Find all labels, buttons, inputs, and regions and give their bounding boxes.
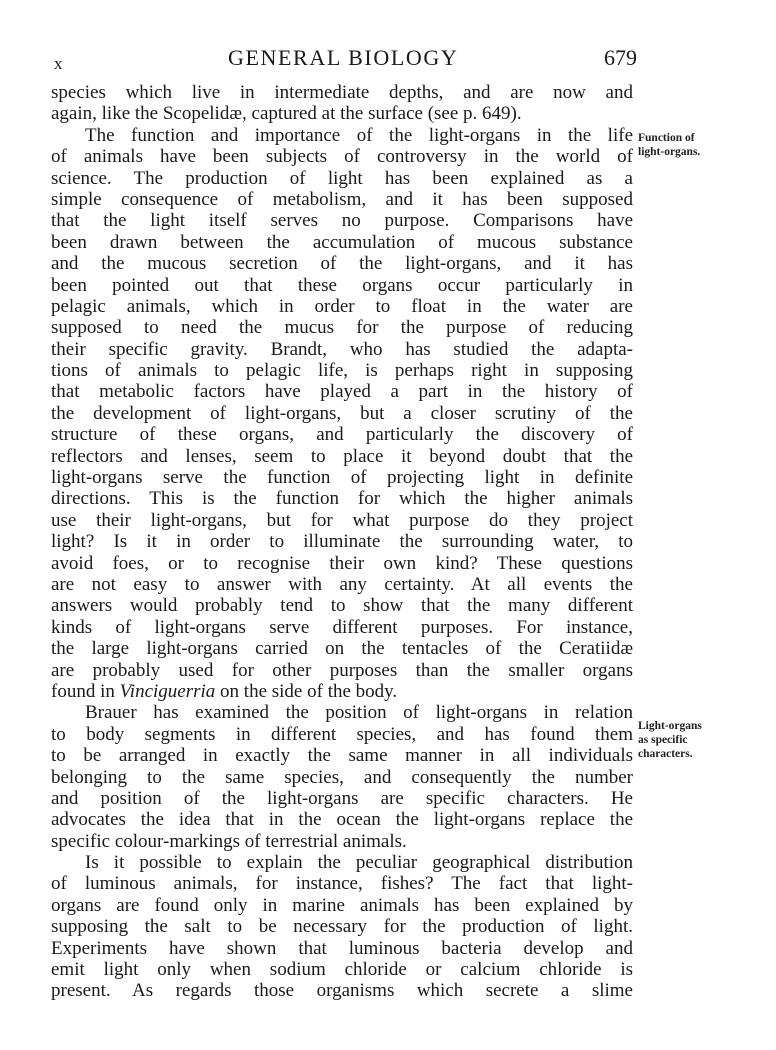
text-line: to body segments in different species, and has found them <box>51 723 633 745</box>
text-line: the large light-organs carried on the tentacles of the Ceratiidæ <box>51 638 633 660</box>
margin-note-function <box>638 131 758 159</box>
text-line: avoid foes, or to recognise their own kind? These questions <box>51 552 633 574</box>
text-line: use their light-organs, but for what purpose do they project <box>51 509 633 531</box>
text-line: answers would probably tend to show that the many different <box>51 595 633 617</box>
text-line: been pointed out that these organs occur particularly in <box>51 274 633 296</box>
text-line: The function and importance of the light-organs in the life <box>85 124 633 146</box>
text-fragment: found in <box>51 680 120 702</box>
text-line: Experiments have shown that luminous bacteria develop and <box>51 937 633 959</box>
text-line: advocates the idea that in the ocean the light-organs replace the <box>51 809 633 831</box>
text-line: are probably used for other purposes than the smaller organs <box>51 659 633 681</box>
text-line: are not easy to answer with any certainty. At all events the <box>51 573 633 595</box>
text-line: organs are found only in marine animals has been explained by <box>51 894 633 916</box>
text-line: reflectors and lenses, seem to place it beyond doubt that the <box>51 445 633 467</box>
text-line: the development of light-organs, but a closer scrutiny of the <box>51 402 633 424</box>
text-line: species which live in intermediate depths, and are now and <box>51 82 633 103</box>
text-line: of luminous animals, for instance, fishes? The fact that light- <box>51 873 633 895</box>
margin-note-line: Light-organs <box>638 720 702 732</box>
text-line: pelagic animals, which in order to float in the water are <box>51 295 633 317</box>
text-line: their specific gravity. Brandt, who has studied the adapta- <box>51 338 633 360</box>
genus-name: Vinciguerria <box>119 680 216 702</box>
margin-note-specific <box>638 719 758 761</box>
running-title: GENERAL BIOLOGY <box>228 45 459 70</box>
margin-note-line: Function of <box>638 132 695 144</box>
text-line <box>51 681 633 702</box>
text-line: again, like the Scopelidæ, captured at the surface (see p. 649). <box>51 103 522 125</box>
text-line: light-organs serve the function of projecting light in definite <box>51 467 633 489</box>
text-line: structure of these organs, and particularly the discovery of <box>51 424 633 446</box>
text-line: that the light itself serves no purpose. Comparisons have <box>51 210 633 232</box>
text-line: light? Is it in order to illuminate the surrounding water, to <box>51 531 633 553</box>
text-line: and position of the light-organs are specific characters. He <box>51 787 633 809</box>
text-line: Brauer has examined the position of light-organs in relation <box>85 702 633 724</box>
signature-mark: x <box>54 54 63 73</box>
body-text <box>51 82 633 1002</box>
text-line: tions of animals to pelagic life, is perhaps right in supposing <box>51 360 633 382</box>
text-line: science. The production of light has been explained as a <box>51 167 633 189</box>
text-line: been drawn between the accumulation of mucous substance <box>51 231 633 253</box>
text-line: Is it possible to explain the peculiar geographical distribution <box>85 852 633 874</box>
text-line: specific colour-markings of terrestrial animals. <box>51 830 407 852</box>
text-line: that metabolic factors have played a part in the history of <box>51 381 633 403</box>
text-line: directions. This is the function for which the higher animals <box>51 488 633 510</box>
text-line: present. As regards those organisms which secrete a slime <box>51 980 633 1002</box>
text-line: supposing the salt to be necessary for the production of light. <box>51 916 633 938</box>
text-line: kinds of light-organs serve different purposes. For instance, <box>51 616 633 638</box>
text-line: simple consequence of metabolism, and it has been supposed <box>51 188 633 210</box>
text-line: belonging to the same species, and consequently the number <box>51 766 633 788</box>
text-line: and the mucous secretion of the light-organs, and it has <box>51 253 633 275</box>
margin-note-line: light-organs. <box>638 146 701 158</box>
margin-note-line: as specific <box>638 734 688 746</box>
margin-note-line: characters. <box>638 748 693 760</box>
text-line: emit light only when sodium chloride or calcium chloride is <box>51 959 633 981</box>
text-fragment: on the side of the body. <box>215 680 398 702</box>
text-line: to be arranged in exactly the same manner in all individuals <box>51 745 633 767</box>
text-line: of animals have been subjects of controversy in the world of <box>51 146 633 168</box>
page-number: 679 <box>604 45 637 70</box>
text-line: supposed to need the mucus for the purpose of reducing <box>51 317 633 339</box>
